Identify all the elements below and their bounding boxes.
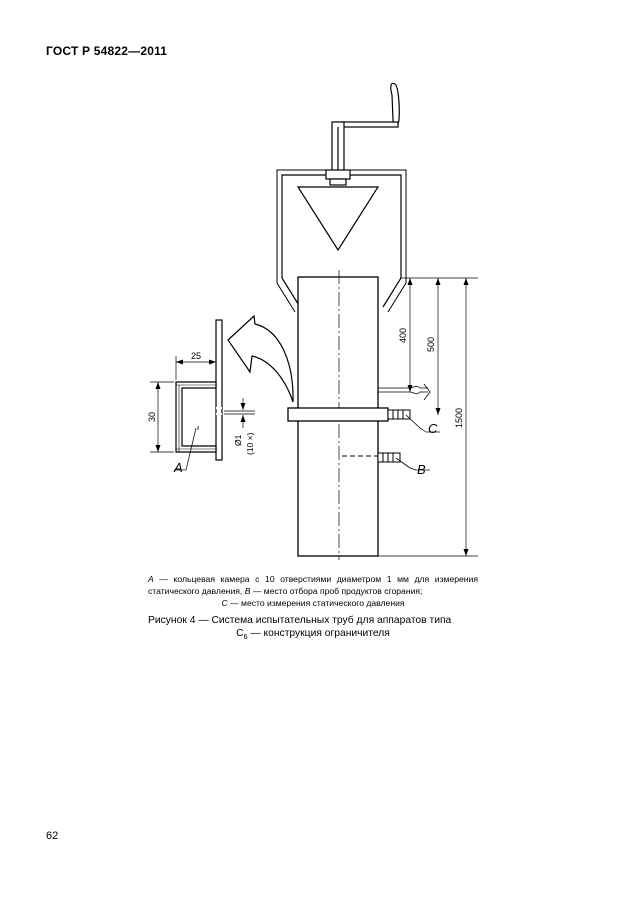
legend-key-a: A <box>148 574 154 584</box>
figure-legend <box>148 573 478 609</box>
dim-25: 25 <box>190 351 202 361</box>
dim-hole-diameter: Ø1 <box>233 434 243 446</box>
legend-text-c: — место измерения статического давления <box>227 598 405 608</box>
dim-500: 500 <box>426 336 436 352</box>
detail-arrow <box>228 316 293 402</box>
dim-400: 400 <box>398 327 408 343</box>
caption-line-2 <box>148 627 478 644</box>
dim-hole-count: (10 ×) <box>245 432 255 455</box>
crank-handle <box>332 83 399 182</box>
caption-type-sub: 6 <box>243 634 248 642</box>
detail-ring-chamber <box>176 320 222 460</box>
page-number: 62 <box>46 830 59 842</box>
caption-line-2-rest: — конструкция ограничителя <box>247 628 390 639</box>
caption-type-base: C <box>236 628 244 639</box>
main-tube <box>288 270 388 560</box>
legend-text-b: — место отбора проб продуктов сгорания; <box>250 586 423 596</box>
dim-30: 30 <box>147 411 157 422</box>
caption-line-1: Рисунок 4 — Система испытательных труб для аппаратов типа <box>148 615 452 626</box>
legend-key-c: C <box>221 598 228 608</box>
label-b: B <box>417 462 426 477</box>
label-a: A <box>174 460 183 475</box>
dim-1500: 1500 <box>454 407 464 428</box>
dimension-lines-detail <box>150 356 255 470</box>
legend-text-a: — кольцевая камера с 10 отверстиями диаметром 1 мм для измерения статического давления, <box>148 574 478 596</box>
label-c: C <box>428 421 438 436</box>
figure-caption <box>148 614 478 644</box>
legend-key-b: B <box>244 586 251 596</box>
document-header: ГОСТ Р 54822—2011 <box>46 44 168 58</box>
